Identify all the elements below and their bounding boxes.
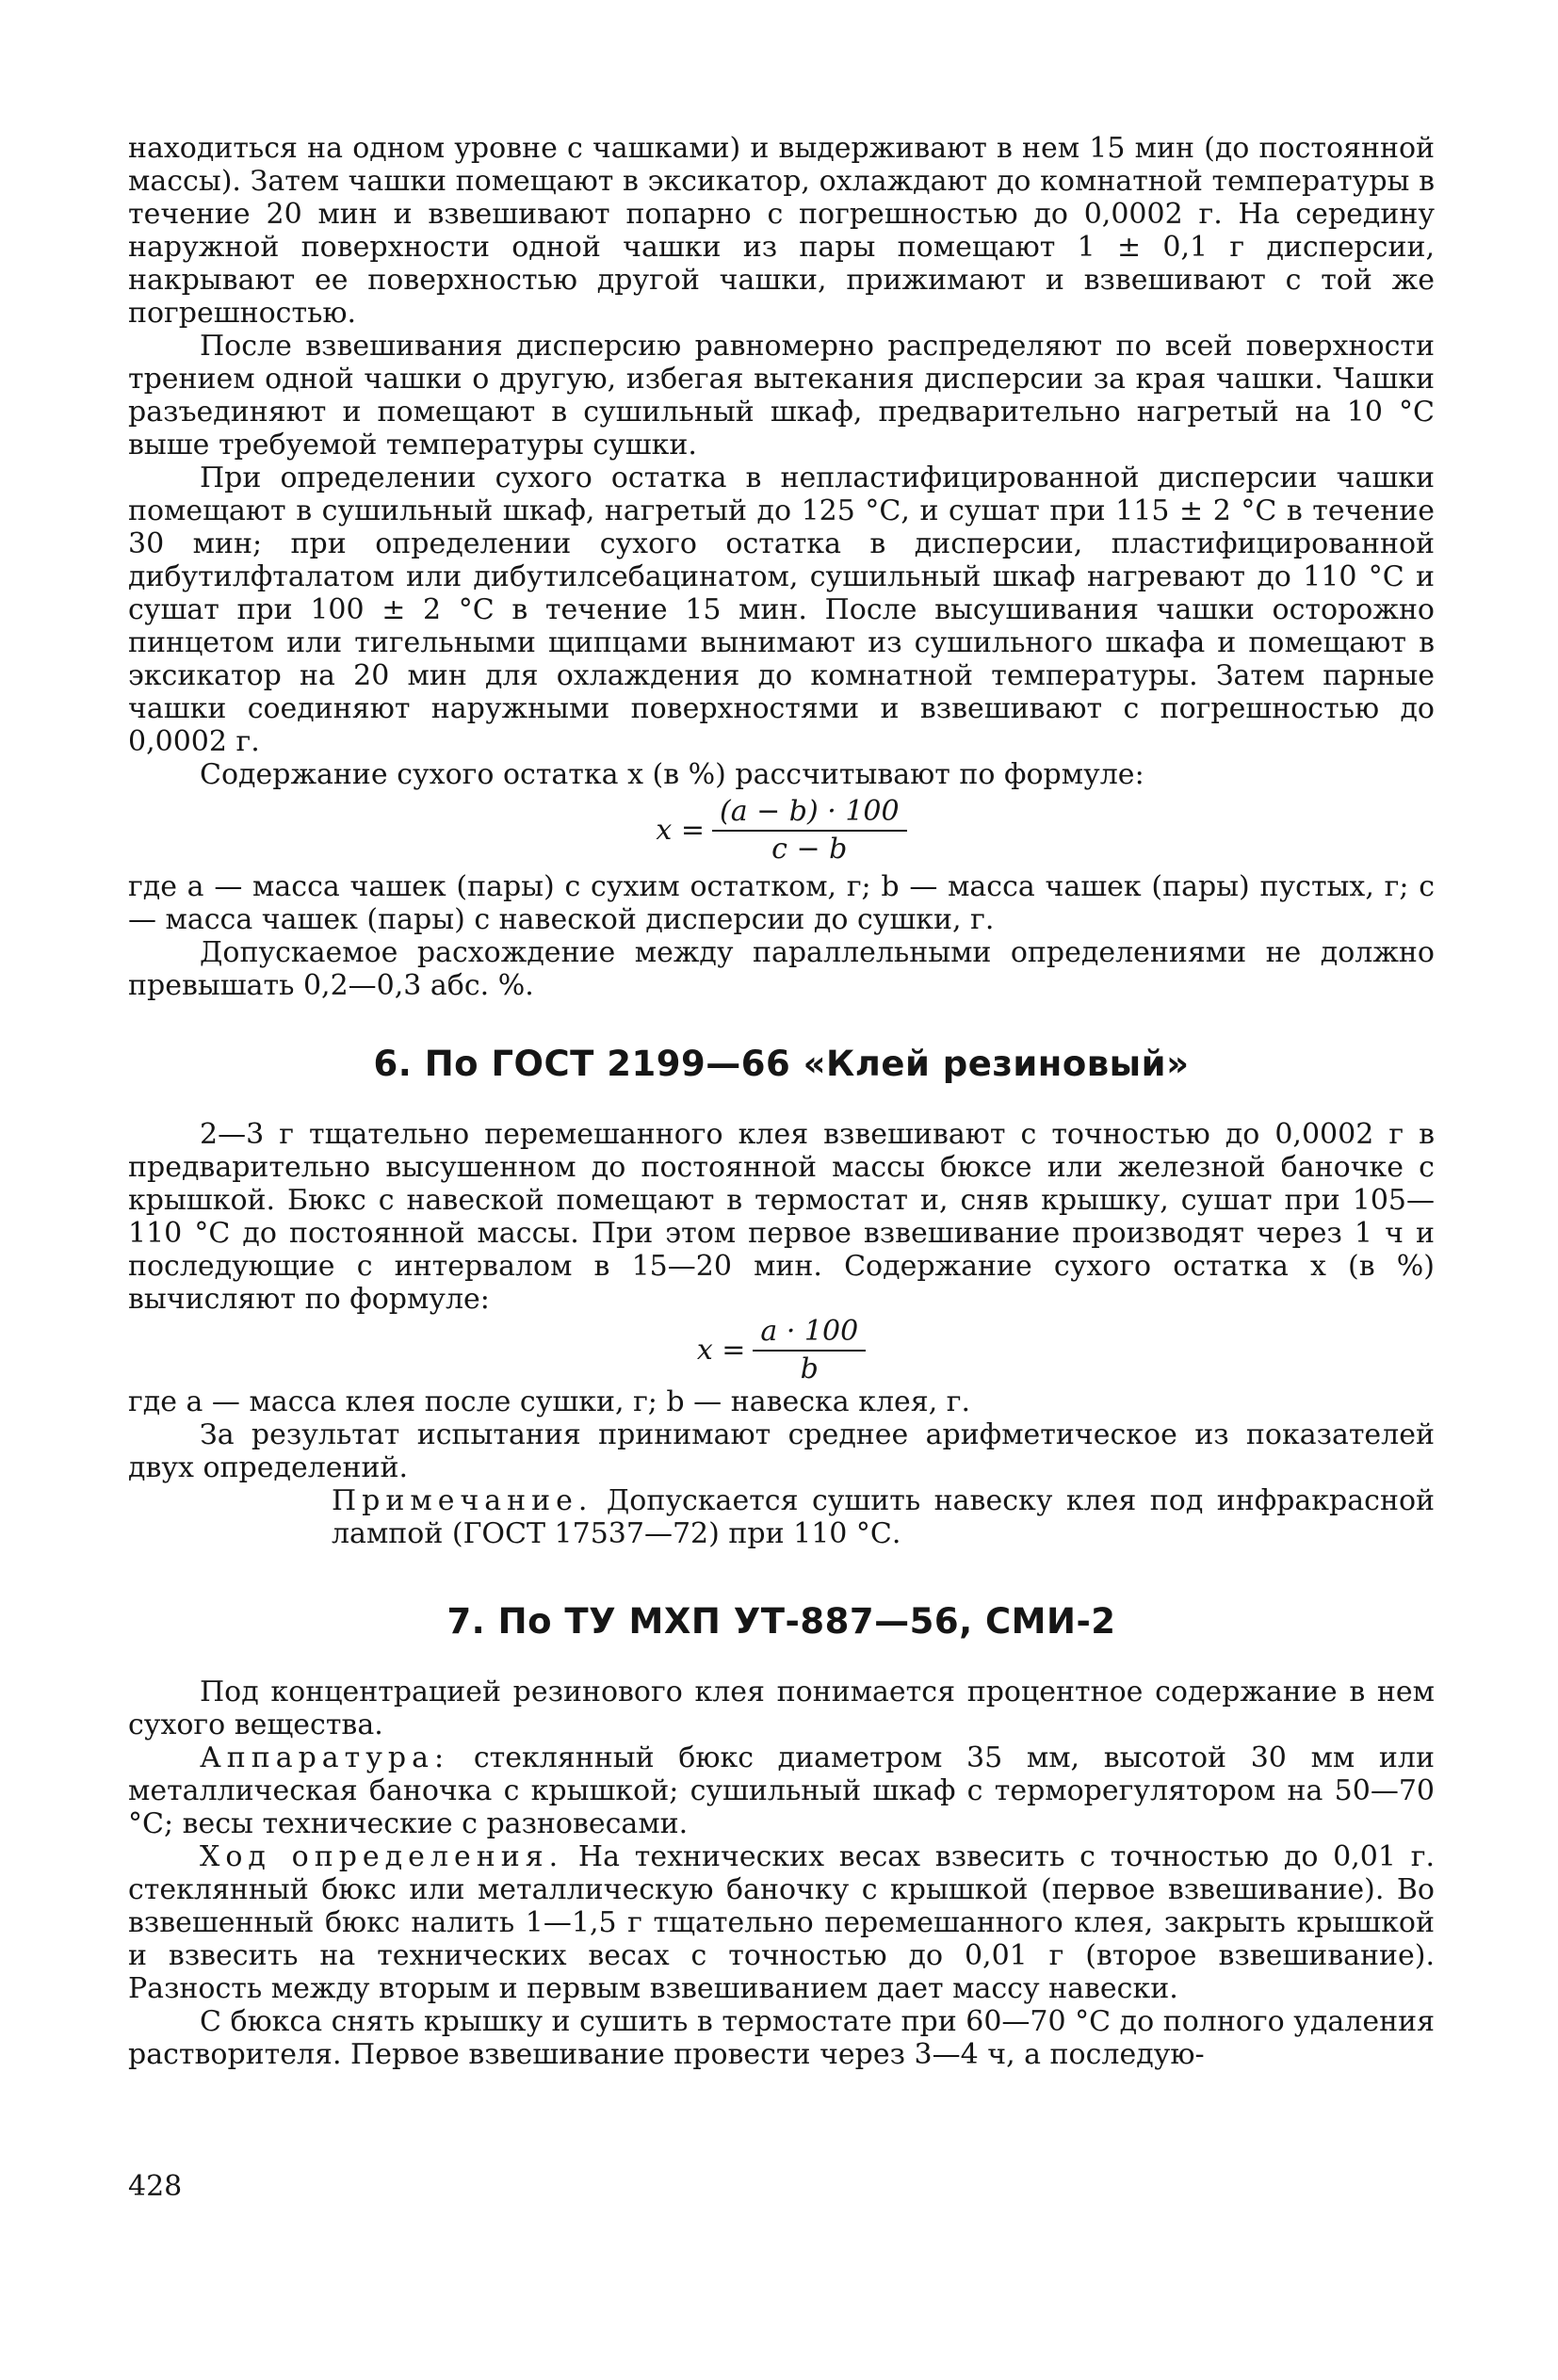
procedure-text: На технических весах взвесить с точностью до 0,01 г. стеклянный бюкс или металлическую баночку с крышкой (первое взвешивание). Во взвешенный бюкс налить 1—1,5 г тщательно перемешанного клея, закрыть крышкой и взвесить на технических весах с точностью до 0,01 г (второе взвешивание). Разность между вторым и первым взвешиванием дает массу навески.	[128, 1840, 1435, 2005]
apparatus-paragraph	[128, 1741, 1435, 1840]
formula-fraction	[712, 796, 907, 866]
apparatus-text: стеклянный бюкс диаметром 35 мм, высотой 30 мм или металлическая баночка с крышкой; сушильный шкаф с терморегулятором на 50—70 °С; весы технические с разновесами.	[128, 1741, 1435, 1840]
note-label: Примечание.	[332, 1484, 593, 1517]
paragraph: Допускаемое расхождение между параллельными определениями не должно превышать 0,2—0,3 абс. %.	[128, 936, 1435, 1002]
section-heading-7: 7. По ТУ МХП УТ-887—56, СМИ-2	[446, 1601, 1116, 1642]
text-column	[128, 132, 1435, 2071]
procedure-paragraph	[128, 1840, 1435, 2005]
formula-fraction	[753, 1316, 866, 1385]
paragraph: где a — масса клея после сушки, г; b — навеска клея, г.	[128, 1385, 971, 1418]
note-paragraph	[332, 1484, 1435, 1550]
formula-glue-residue	[128, 1316, 1435, 1385]
formula-lhs: x =	[696, 1334, 746, 1367]
section-heading-6: 6. По ГОСТ 2199—66 «Клей резиновый»	[373, 1044, 1190, 1084]
formula-dry-residue	[128, 791, 1435, 870]
formula-numerator: (a − b) · 100	[712, 796, 907, 832]
page-number: 428	[128, 2170, 183, 2203]
paragraph: Содержание сухого остатка x (в %) рассчитывают по формуле:	[200, 758, 1144, 791]
paragraph: находиться на одном уровне с чашками) и выдерживают в нем 15 мин (до постоянной массы). Затем чашки помещают в эксикатор, охлаждают до комнатной температуры в течение 20 мин и взвешивают попарно с погрешностью до 0,0002 г. На середину наружной поверхности одной чашки из пары помещают 1 ± 0,1 г дисперсии, накрывают ее поверхностью другой чашки, прижимают и взвешивают с той же погрешностью.	[128, 132, 1435, 330]
procedure-label: Ход определения.	[200, 1840, 564, 1873]
paragraph: После взвешивания дисперсию равномерно распределяют по всей поверхности трением одной чашки о другую, избегая вытекания дисперсии за края чашки. Чашки разъединяют и помещают в сушильный шкаф, предварительно нагретый на 10 °С выше требуемой температуры сушки.	[128, 330, 1435, 461]
formula-lhs: x =	[656, 814, 705, 847]
paragraph: За результат испытания принимают среднее арифметическое из показателей двух определений.	[128, 1418, 1435, 1484]
apparatus-label: Аппаратура:	[200, 1741, 450, 1774]
paragraph: При определении сухого остатка в непластифицированной дисперсии чашки помещают в сушильный шкаф, нагретый до 125 °С, и сушат при 115 ± 2 °С в течение 30 мин; при определении сухого остатка в дисперсии, пластифицированной дибутилфталатом или дибутилсебацинатом, сушильный шкаф нагревают до 110 °С и сушат при 100 ± 2 °С в течение 15 мин. После высушивания чашки осторожно пинцетом или тигельными щипцами вынимают из сушильного шкафа и помещают в эксикатор на 20 мин для охлаждения до комнатной температуры. Затем парные чашки соединяют наружными поверхностями и взвешивают с погрешностью до 0,0002 г.	[128, 461, 1435, 758]
formula-denominator: b	[800, 1352, 819, 1385]
paragraph: где a — масса чашек (пары) с сухим остатком, г; b — масса чашек (пары) пустых, г; c — масса чашек (пары) с навеской дисперсии до сушки, г.	[128, 870, 1435, 936]
paragraph: Под концентрацией резинового клея понимается процентное содержание в нем сухого вещества.	[128, 1676, 1435, 1741]
paragraph: С бюкса снять крышку и сушить в термостате при 60—70 °С до полного удаления растворителя. Первое взвешивание провести через 3—4 ч, а последую-	[128, 2005, 1435, 2071]
paragraph: 2—3 г тщательно перемешанного клея взвешивают с точностью до 0,0002 г в предварительно высушенном до постоянной массы бюксе или железной баночке с крышкой. Бюкс с навеской помещают в термостат и, сняв крышку, сушат при 105—110 °С до постоянной массы. При этом первое взвешивание производят через 1 ч и последующие с интервалом в 15—20 мин. Содержание сухого остатка x (в %) вычисляют по формуле:	[128, 1118, 1435, 1316]
formula-numerator: a · 100	[753, 1316, 866, 1352]
note-text: Допускается сушить навеску клея под инфракрасной лампой (ГОСТ 17537—72) при 110 °С.	[332, 1484, 1435, 1550]
formula-denominator: c − b	[771, 833, 848, 866]
